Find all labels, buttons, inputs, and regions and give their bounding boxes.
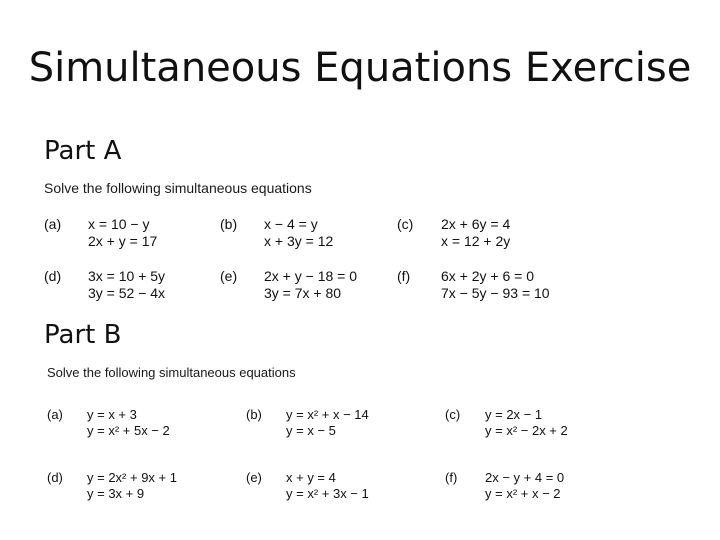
equation-2: y = x² + 3x − 1 [286, 486, 369, 501]
equation-1: x + y = 4 [286, 470, 336, 485]
part-b-heading: Part B [44, 320, 122, 350]
equation-2: x = 12 + 2y [441, 233, 511, 249]
equation-2: 3y = 52 − 4x [88, 285, 166, 301]
question-label: (f) [397, 268, 411, 284]
page-title: Simultaneous Equations Exercise [28, 45, 692, 91]
equation-2: 3y = 7x + 80 [264, 285, 342, 301]
equation-1: 2x + y − 18 = 0 [264, 268, 358, 284]
equation-1: y = x + 3 [87, 407, 137, 422]
equation-1: x − 4 = y [264, 216, 318, 232]
equation-1: 6x + 2y + 6 = 0 [441, 268, 535, 284]
question-label: (d) [47, 470, 63, 485]
equation-1: 2x − y + 4 = 0 [485, 470, 565, 485]
question-label: (b) [220, 216, 238, 232]
equation-2: y = x² + x − 2 [485, 486, 561, 501]
equation-2: y = 3x + 9 [87, 486, 145, 501]
question-label: (c) [445, 407, 461, 422]
equation-1: y = 2x² + 9x + 1 [87, 470, 177, 485]
question-label: (a) [44, 216, 62, 232]
equation-1: x = 10 − y [88, 216, 150, 232]
question-label: (c) [397, 216, 414, 232]
equation-1: y = 2x − 1 [485, 407, 543, 422]
equation-2: y = x² + 5x − 2 [87, 423, 170, 438]
equation-2: 7x − 5y − 93 = 10 [441, 285, 550, 301]
equation-2: y = x² − 2x + 2 [485, 423, 568, 438]
equation-1: y = x² + x − 14 [286, 407, 369, 422]
question-label: (f) [445, 470, 458, 485]
equation-1: 3x = 10 + 5y [88, 268, 166, 284]
part-b-instruction: Solve the following simultaneous equations [47, 365, 296, 380]
equation-2: y = x − 5 [286, 423, 336, 438]
question-label: (a) [47, 407, 63, 422]
question-label: (e) [220, 268, 238, 284]
question-label: (b) [246, 407, 262, 422]
equation-2: 2x + y = 17 [88, 233, 158, 249]
question-label: (e) [246, 470, 262, 485]
equation-1: 2x + 6y = 4 [441, 216, 511, 232]
question-label: (d) [44, 268, 62, 284]
equation-2: x + 3y = 12 [264, 233, 334, 249]
part-a-heading: Part A [44, 136, 122, 166]
part-a-instruction: Solve the following simultaneous equations [44, 180, 312, 196]
